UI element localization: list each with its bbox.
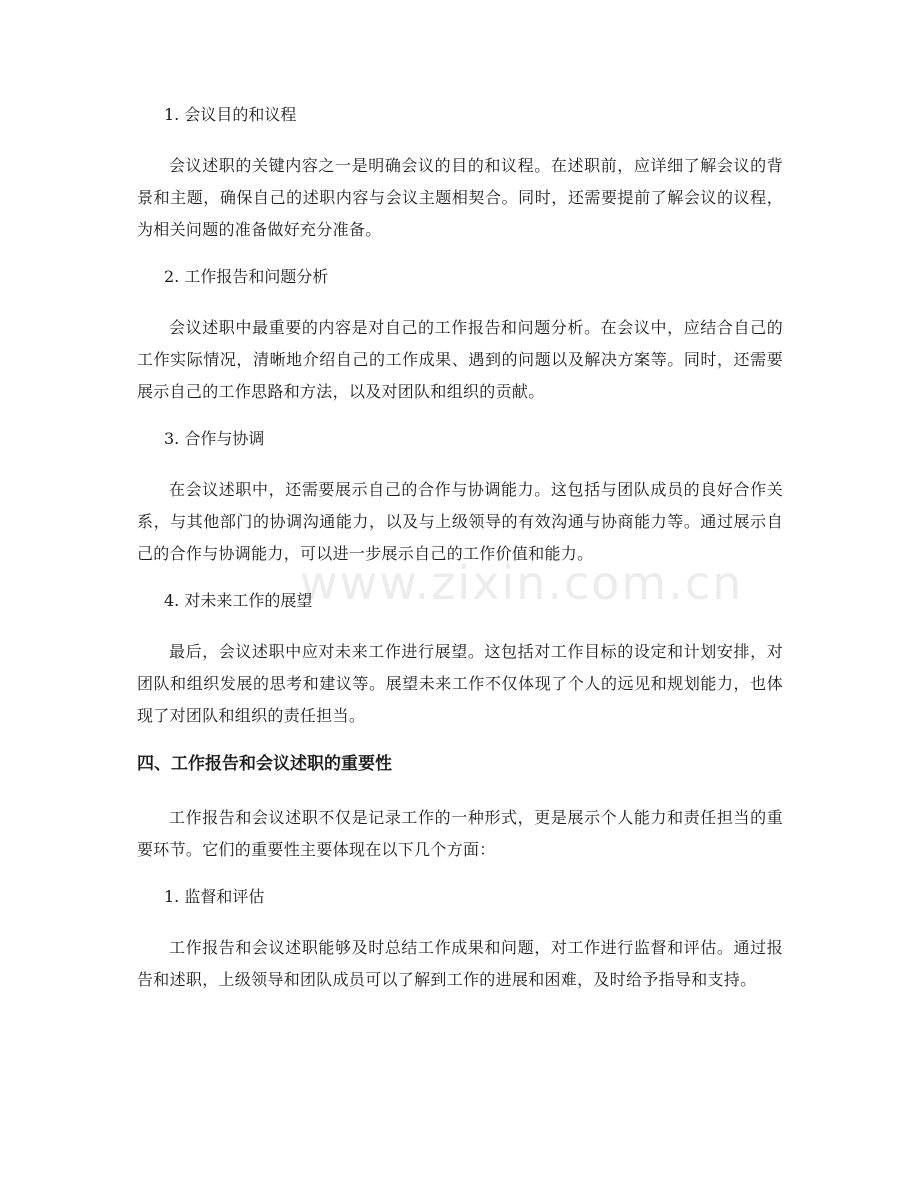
list-item	[137, 428, 783, 570]
item-heading: 2. 工作报告和问题分析	[164, 267, 329, 286]
item-heading: 4. 对未来工作的展望	[164, 591, 313, 610]
item-paragraph: 会议述职中最重要的内容是对自己的工作报告和问题分析。在会议中，应结合自己的工作实际情况，清晰地介绍自己的工作成果、遇到的问题以及解决方案等。同时，还需要展示自己的工作思路和方法，以及对团队和组织的贡献。	[137, 318, 783, 401]
section-heading: 四、工作报告和会议述职的重要性	[137, 754, 392, 774]
list-item	[137, 590, 783, 732]
item-paragraph: 会议述职的关键内容之一是明确会议的目的和议程。在述职前，应详细了解会议的背景和主题，确保自己的述职内容与会议主题相契合。同时，还需要提前了解会议的议程，为相关问题的准备做好充分准备。	[137, 156, 783, 239]
item-heading: 1. 监督和评估	[164, 887, 265, 906]
item-heading: 3. 合作与协调	[164, 429, 265, 448]
list-item	[137, 266, 783, 408]
document-body	[137, 104, 783, 1016]
list-item	[137, 104, 783, 246]
list-item	[137, 886, 783, 996]
item-paragraph: 在会议述职中，还需要展示自己的合作与协调能力。这包括与团队成员的良好合作关系，与其他部门的协调沟通能力，以及与上级领导的有效沟通与协商能力等。通过展示自己的合作与协调能力，可以进一步展示自己的工作价值和能力。	[137, 480, 783, 563]
item-paragraph: 最后，会议述职中应对未来工作进行展望。这包括对工作目标的设定和计划安排，对团队和组织发展的思考和建议等。展望未来工作不仅体现了个人的远见和规划能力，也体现了对团队和组织的责任担当。	[137, 642, 783, 725]
section-intro: 工作报告和会议述职不仅是记录工作的一种形式，更是展示个人能力和责任担当的重要环节。它们的重要性主要体现在以下几个方面：	[137, 808, 783, 859]
watermark: www.zixin.com.cn	[300, 556, 744, 610]
item-paragraph: 工作报告和会议述职能够及时总结工作成果和问题，对工作进行监督和评估。通过报告和述职，上级领导和团队成员可以了解到工作的进展和困难，及时给予指导和支持。	[137, 938, 783, 989]
item-heading: 1. 会议目的和议程	[164, 105, 297, 124]
